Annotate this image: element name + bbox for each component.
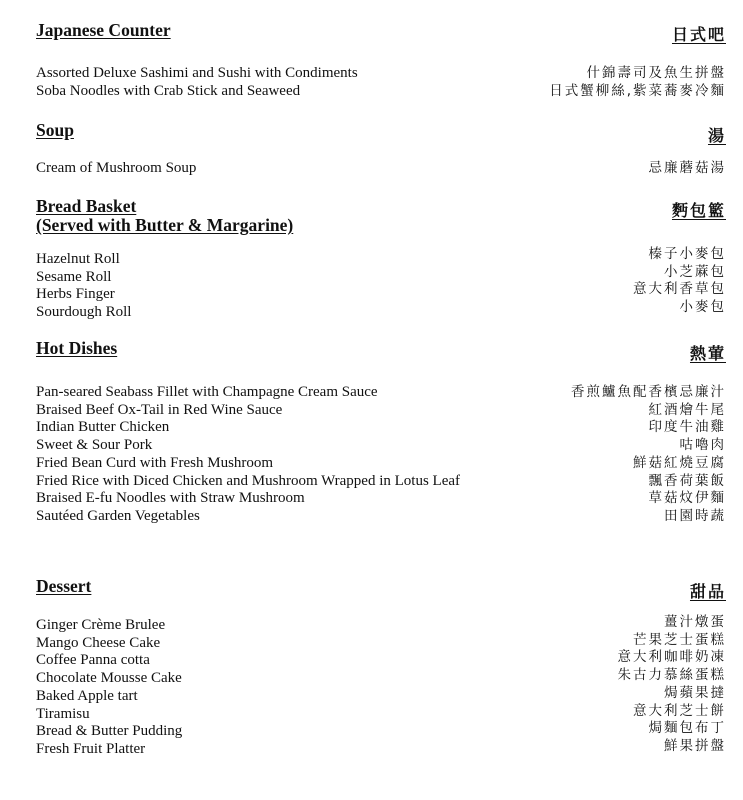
hot-dishes-item-zh: 咕嚕肉 (679, 437, 726, 454)
hot-dishes-item-zh: 香煎鱸魚配香檳忌廉汁 (571, 384, 726, 400)
hot-dishes-items-zh (571, 384, 726, 526)
japanese-item-en: Soba Noodles with Crab Stick and Seaweed (36, 82, 301, 99)
dessert-item-en: Coffee Panna cotta (36, 652, 150, 669)
dessert-items-en (36, 617, 182, 759)
bread-item-zh: 意大利香草包 (633, 281, 726, 298)
heading-bread-basket-subtitle: (Served with Butter & Margarine) (36, 215, 294, 235)
heading-soup-en: Soup (36, 120, 74, 140)
bread-item-en: Sesame Roll (36, 268, 112, 285)
bread-item-zh: 小麥包 (679, 299, 726, 316)
heading-japanese-counter-en: Japanese Counter (36, 20, 171, 40)
hot-dishes-item-zh: 草菇炆伊麵 (648, 490, 726, 507)
bread-item-en: Hazelnut Roll (36, 251, 120, 267)
heading-dessert-en: Dessert (36, 576, 92, 596)
dessert-item-zh: 薑汁燉蛋 (664, 614, 726, 630)
hot-dishes-item-zh: 田園時蔬 (664, 507, 726, 524)
dessert-item-en: Tiramisu (36, 705, 90, 722)
japanese-item-zh: 什錦壽司及魚生拼盤 (586, 65, 726, 81)
hot-dishes-item-en: Braised E-fu Noodles with Straw Mushroom (36, 490, 305, 507)
dessert-item-en: Bread & Butter Pudding (36, 723, 183, 740)
japanese-items-en (36, 65, 358, 100)
hot-dishes-item-zh: 紅酒燴牛尾 (648, 401, 726, 418)
hot-dishes-item-zh: 鮮菇紅燒豆腐 (633, 454, 726, 471)
dessert-item-zh: 芒果芝士蛋糕 (633, 631, 726, 648)
hot-dishes-item-en: Sweet & Sour Pork (36, 437, 153, 454)
hot-dishes-item-zh: 飄香荷葉飯 (648, 472, 726, 489)
heading-hot-dishes-zh: 熱葷 (689, 344, 726, 363)
dessert-item-zh: 鮮果拼盤 (664, 737, 726, 754)
bread-item-zh: 榛子小麥包 (648, 246, 726, 262)
dessert-item-en: Fresh Fruit Platter (36, 740, 146, 757)
hot-dishes-item-en: Braised Beef Ox-Tail in Red Wine Sauce (36, 401, 283, 418)
dessert-item-zh: 焗蘋果撻 (664, 684, 726, 701)
dessert-item-en: Baked Apple tart (36, 687, 138, 704)
heading-bread-basket-en: Bread Basket (36, 196, 137, 216)
dessert-items-zh (618, 614, 727, 756)
bread-item-zh: 小芝蔴包 (664, 263, 726, 280)
dessert-item-en: Mango Cheese Cake (36, 634, 161, 651)
heading-japanese-counter-zh: 日式吧 (671, 25, 726, 44)
hot-dishes-item-en: Pan-seared Seabass Fillet with Champagne Cream Sauce (36, 384, 378, 400)
dessert-item-zh: 朱古力慕絲蛋糕 (617, 667, 726, 684)
dessert-item-en: Ginger Crème Brulee (36, 617, 166, 633)
dessert-item-zh: 意大利咖啡奶凍 (617, 649, 726, 666)
soup-item-zh: 忌廉蘑菇湯 (648, 160, 726, 176)
bread-items-en (36, 251, 131, 322)
heading-soup-zh: 湯 (707, 126, 726, 145)
hot-dishes-item-zh: 印度牛油雞 (648, 419, 726, 436)
hot-dishes-item-en: Indian Butter Chicken (36, 419, 170, 436)
japanese-item-en: Assorted Deluxe Sashimi and Sushi with Condiments (36, 65, 358, 81)
japanese-items-zh (549, 65, 726, 100)
bread-items-zh (633, 246, 726, 317)
hot-dishes-item-en: Sautéed Garden Vegetables (36, 507, 200, 524)
bread-item-en: Sourdough Roll (36, 304, 132, 321)
dessert-item-zh: 焗麵包布丁 (648, 720, 726, 737)
heading-dessert-zh: 甜品 (689, 582, 726, 601)
heading-hot-dishes-en: Hot Dishes (36, 338, 118, 358)
hot-dishes-item-en: Fried Bean Curd with Fresh Mushroom (36, 454, 274, 471)
japanese-item-zh: 日式蟹柳絲,紫菜蕎麥冷麵 (549, 82, 726, 99)
soup-items-zh (649, 160, 727, 178)
soup-item-en: Cream of Mushroom Soup (36, 160, 197, 176)
dessert-item-en: Chocolate Mousse Cake (36, 670, 182, 687)
hot-dishes-items-en (36, 384, 460, 526)
heading-bread-basket-zh: 麪包籃 (671, 201, 726, 220)
bread-item-en: Herbs Finger (36, 286, 115, 303)
hot-dishes-item-en: Fried Rice with Diced Chicken and Mushroom Wrapped in Lotus Leaf (36, 472, 461, 489)
soup-items-en (36, 160, 196, 178)
dessert-item-zh: 意大利芝士餅 (633, 702, 726, 719)
